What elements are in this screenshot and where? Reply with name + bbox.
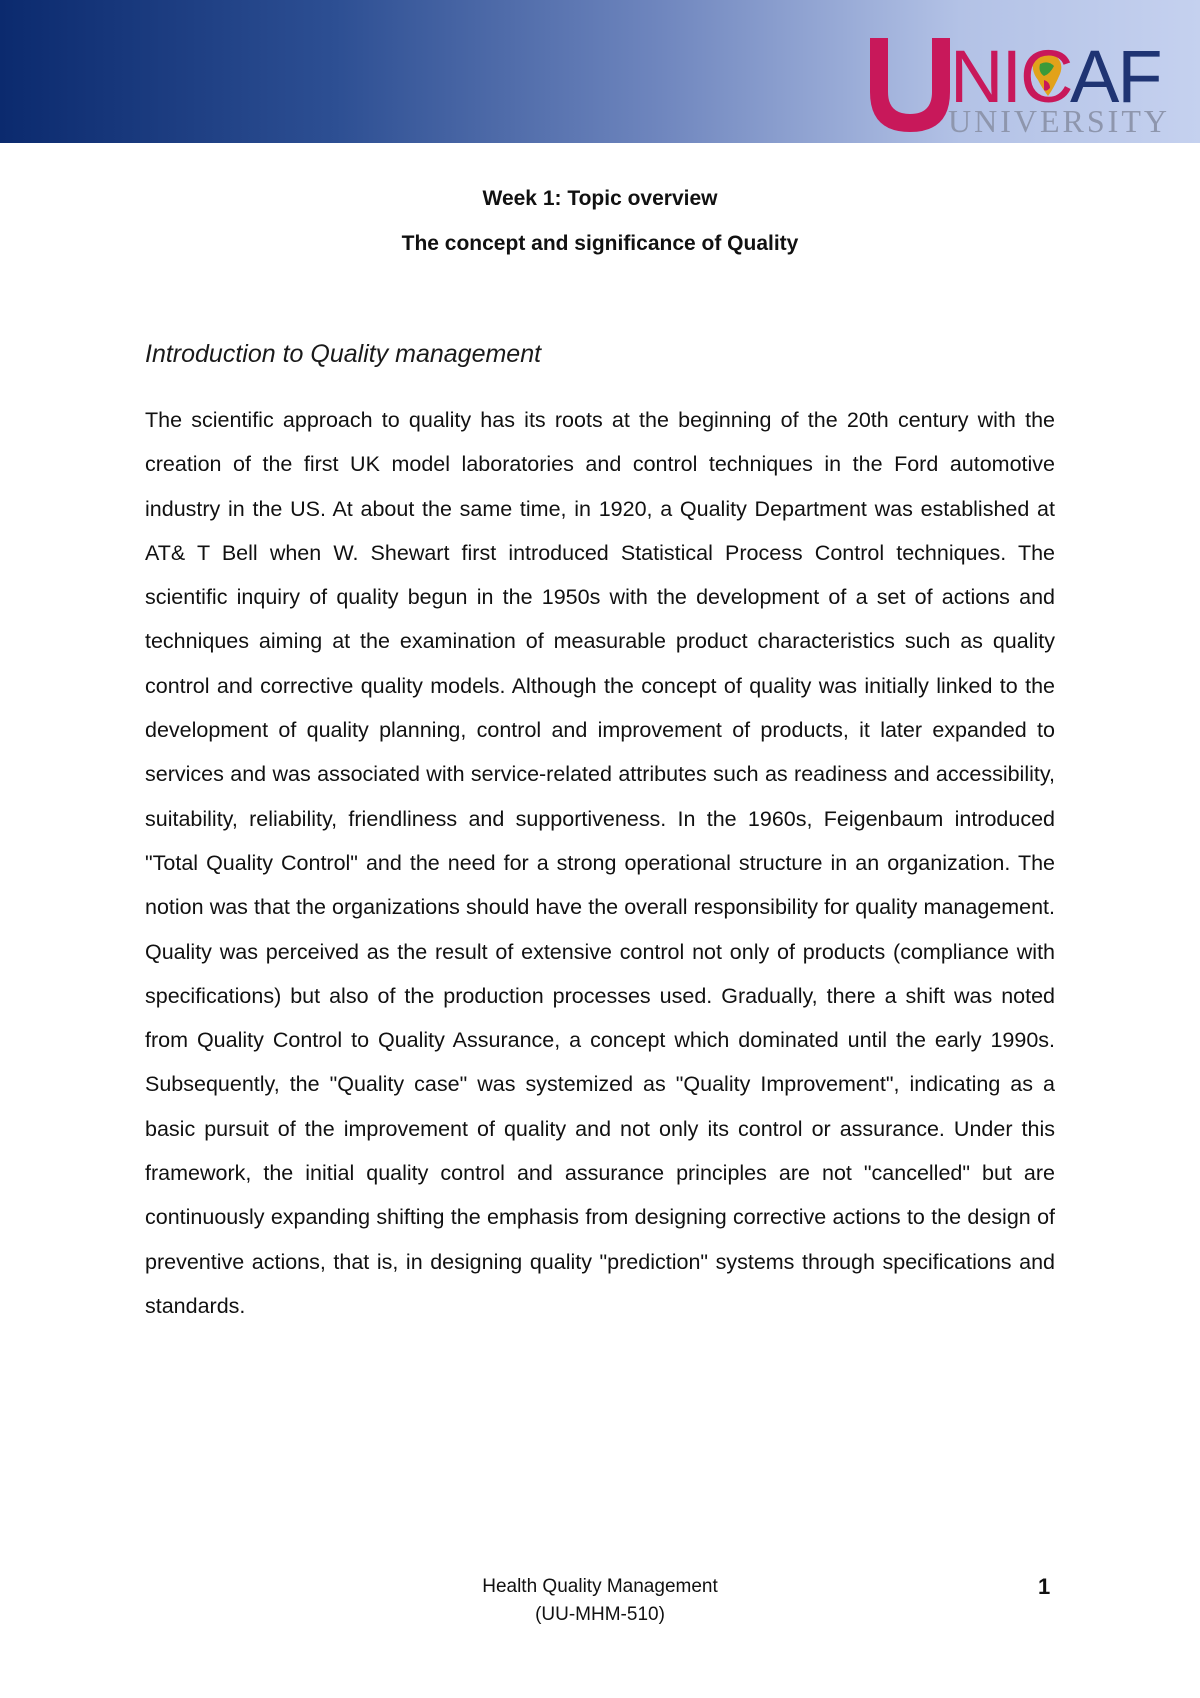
unicaf-university-logo <box>864 30 1184 145</box>
section-heading: Introduction to Quality management <box>145 340 542 368</box>
logo-wordmark-af: AF <box>1070 35 1161 118</box>
page-number: 1 <box>1038 1574 1051 1599</box>
week-title: Week 1: Topic overview <box>482 187 718 210</box>
topic-title: The concept and significance of Quality <box>401 232 799 255</box>
footer-course-name: Health Quality Management <box>482 1576 718 1597</box>
footer-course-code: (UU-MHM-510) <box>535 1604 665 1625</box>
body-paragraph: The scientific approach to quality has its roots at the beginning of the 20th century with the creation of the first UK model laboratories and control techniques in the Ford automotive industry in the US. At about the same time, in 1920, a Quality Department was established at AT& T Bell when W. Shewart first introduced Statistical Process Control techniques. The scientific inquiry of quality begun in the 1950s with the development of a set of actions and techniques aiming at the examination of measurable product characteristics such as quality control and corrective quality models. Although the concept of quality was initially linked to the development of quality planning, control and improvement of products, it later expanded to services and was associated with service-related attributes such as readiness and accessibility, suitability, reliability, friendliness and supportiveness. In the 1960s, Feigenbaum introduced "Total Quality Control" and the need for a strong operational structure in an organization. The notion was that the organizations should have the overall responsibility for quality management. Quality was perceived as the result of extensive control not only of products (compliance with specifications) but also of the production processes used. Gradually, there a shift was noted from Quality Control to Quality Assurance, a concept which dominated until the early 1990s. Subsequently, the "Quality case" was systemized as "Quality Improvement", indicating as a basic pursuit of the improvement of quality and not only its control or assurance. Under this framework, the initial quality control and assurance principles are not "cancelled" but are continuously expanding shifting the emphasis from designing corrective actions to the design of preventive actions, that is, in designing quality "prediction" systems through specifications and standards. <box>145 408 1055 1318</box>
logo-u-shape <box>870 38 950 132</box>
logo-wordmark-nic: NIC <box>950 35 1072 118</box>
logo-wordmark-university: UNIVERSITY <box>948 103 1170 139</box>
